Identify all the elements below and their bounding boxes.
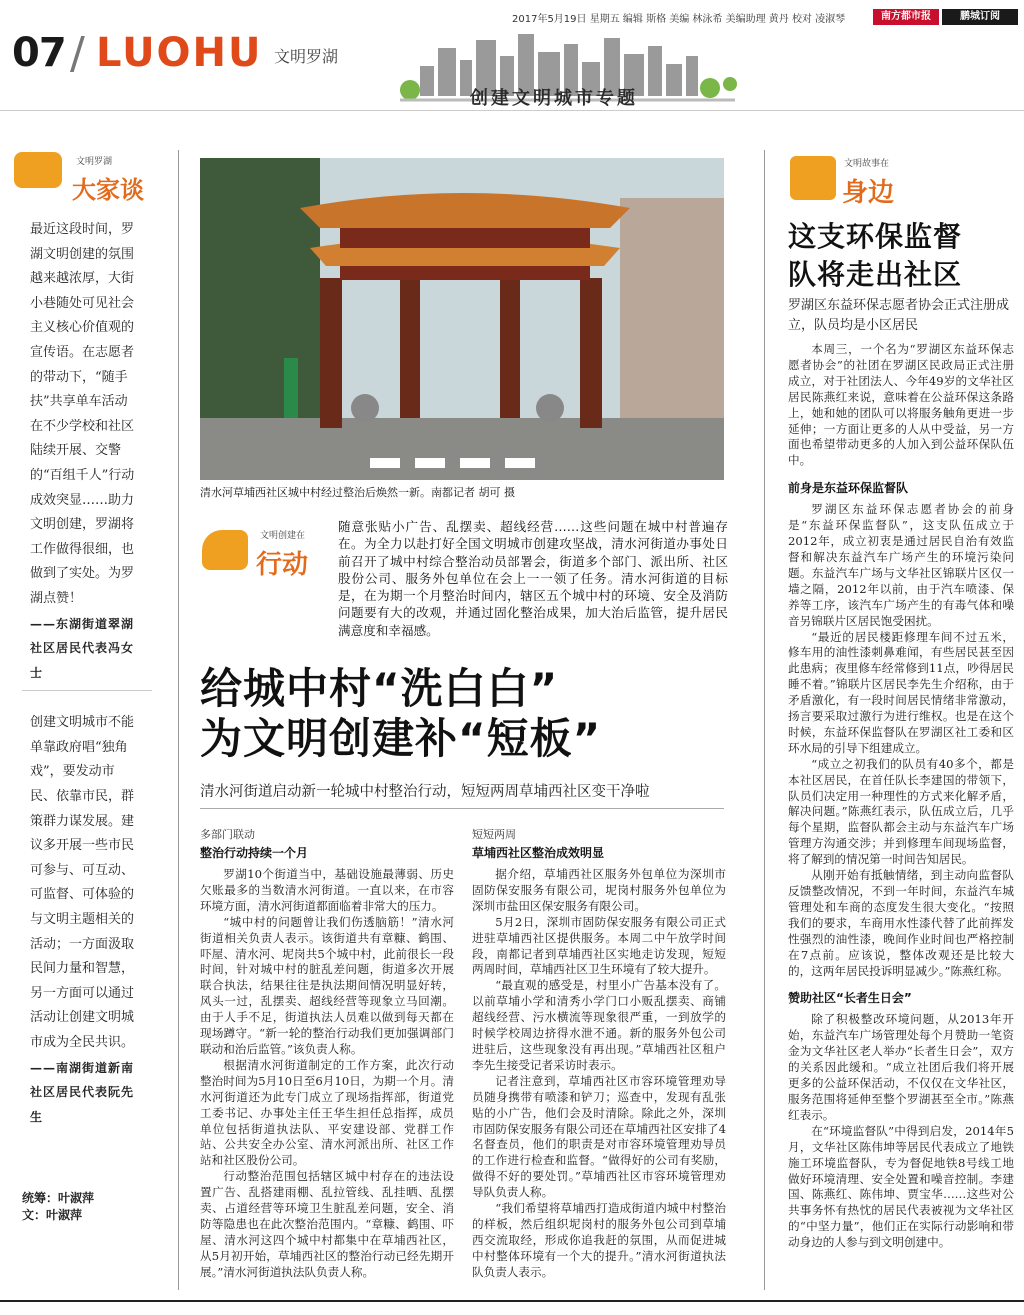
right-paragraph-4: “成立之初我们的队员有40多个，都是本社区居民，在首任队长李建国的带领下，队员们决定用一种理性的方式来化解矛盾，解决问题。”陈燕红表示，队伍成立后，几乎每个星期，监督队都会主动与东益汽车广场管理方沟通交涉；并到修理车间现场监督，将了解到的情况第一时间告知居民。 bbox=[788, 756, 1014, 867]
section-name-cn: 文明罗湖 bbox=[274, 47, 339, 66]
lead-paragraph: 随意张贴小广告、乱摆卖、超线经营……这些问题在城中村普遍存在。为全力以赴打好全国文明城市创建攻坚战，清水河街道办事处日前召开了城中村综合整治动员部署会，街道多个部门、派出所、社区股份公司、服务外包单位在会上一一领了任务。清水河街道的目标是，在为期一个月整治时间内，辖区五个城中村的环境、安全及消防问题要有大的改观，并通过固化整治成果，加大治后监管，提升居民满意度和幸福感。 bbox=[338, 519, 728, 638]
right-paragraph-7: 在“环境监督队”中得到启发，2014年5月，文华社区陈伟坤等居民代表成立了地铁施工环境监督队，专为督促地铁8号线工地做好环境清理、安全处置和噪音控制。李建国、陈燕红、陈伟坤、贾宝华……这些对公共事务怀有热忱的居民代表被视为文华社区的“中坚力量”，他们正在实际行动影响和带动身边的人参与到文明创建中。 bbox=[788, 1123, 1014, 1250]
newspaper-logo: 南方都市报 bbox=[873, 9, 939, 25]
col2-paragraph-2: 5月2日，深圳市固防保安服务有限公司正式进驻草埔西社区提供服务。本周二中午放学时间段，南都记者到草埔西社区实地走访发现，短短两周时间，草埔西社区卫生环境有了较大提升。 bbox=[472, 914, 726, 977]
right-paragraph-3: “最近的居民楼距修理车间不过五米，修车用的油性漆刺鼻难闻，有些居民甚至因此患病；夜里修车经常修到11点，吵得居民睡不着。”锦联片区居民李先生介绍称，由于矛盾激化，有一段时间居民情绪非常激动，扬言要采取过激行为进行维权。也是在这个时候，东益环保监督队在罗湖区社工委和区环水局的引导下组建成立。 bbox=[788, 629, 1014, 755]
left-signature-2: ——南湖街道新南社区居民代表阮先生 bbox=[30, 1060, 135, 1124]
right-tag-big: 身边 bbox=[842, 178, 895, 208]
masthead-divider bbox=[0, 110, 1024, 111]
right-subheadline: 罗湖区东益环保志愿者协会正式注册成立，队员均是小区居民 bbox=[788, 298, 1010, 333]
left-tag-small: 文明罗湖 bbox=[76, 157, 113, 167]
page-bottom-rule bbox=[0, 1300, 1024, 1302]
col2-subtitle: 草埔西社区整治成效明显 bbox=[472, 846, 605, 860]
left-paragraph-2: 创建文明城市不能单靠政府唱“独角戏”，要发动市民、依靠市民，群策群力谋发展。建议多开展一些市民可参与、可互动、可监督、可体验的与文明主题相关的活动；一方面汲取民间力量和智慧，另一方面可以通过活动让创建文明城市成为全民共识。 bbox=[30, 715, 135, 1050]
left-signature-1: ——东湖街道翠湖社区居民代表冯女士 bbox=[30, 616, 135, 680]
col1-kicker: 多部门联动 bbox=[200, 828, 255, 841]
col2-kicker: 短短两周 bbox=[472, 828, 516, 841]
story-icon bbox=[790, 156, 836, 200]
left-column-tag bbox=[14, 148, 164, 204]
column-rule-right bbox=[764, 150, 765, 1290]
body-column-1 bbox=[200, 826, 454, 1281]
right-subhead-1: 前身是东益环保监督队 bbox=[788, 481, 909, 496]
credit-writer: 文：叶淑萍 bbox=[22, 1208, 83, 1222]
col2-paragraph-3: “最直观的感受是，村里小广告基本没有了。以前草埔小学和清秀小学门口小贩乱摆卖、商铺超线经营、污水横流等现象很严重，一到放学的时候学校周边挤得水泄不通。新的服务外包公司进驻后，这些现象没有再出现。”草埔西社区租户李先生接受记者采访时表示。 bbox=[472, 978, 726, 1072]
right-body bbox=[788, 342, 1014, 1251]
right-paragraph-2: 罗湖区东益环保志愿者协会的前身是“东益环保监督队”，这支队伍成立于2012年，成立初衷是通过居民自治有效监督和解决东益汽车广场产生的环境污染问题。东益汽车广场与文华社区锦联片区仅一墙之隔，2012年以前，由于汽车喷漆、保养等工序，该汽车广场产生的有毒气体和噪音另锦联片区居民饱受困扰。 bbox=[788, 502, 1014, 628]
right-paragraph-1: 本周三，一个名为“罗湖区东益环保志愿者协会”的社团在罗湖区民政局正式注册成立，对于社团法人、今年49岁的文华社区居民陈燕红来说，意味着在公益环保这条路上，她和她的团队可以将服务触角更进一步延伸；一方面让更多的人从中受益，另一方面也希望带动更多的人加入到公益环保队伍中。 bbox=[788, 342, 1014, 468]
right-tag-small: 文明故事在 bbox=[844, 159, 890, 169]
col1-paragraph-4: 行动整治范围包括辖区城中村存在的违法设置广告、乱搭建雨棚、乱拉管线、乱挂晒、乱摆卖、占道经营等环境卫生脏乱差问题，安全、消防等隐患也在此次整治范围内。“章糠、鹤围、吓屋、清水河这四个城中村都集中在草埔西社区，从5月初开始，草埔西社区的整治行动已经先期开展。”清水河街道执法队负责人称。 bbox=[200, 1169, 454, 1279]
page-number: 07 bbox=[12, 30, 66, 76]
headline-line-1: 给城中村“洗白白” bbox=[200, 664, 559, 713]
col1-paragraph-2: “城中村的问题曾让我们伤透脑筋！”清水河街道相关负责人表示。该街道共有章糠、鹤围、吓屋、清水河、坭岗共5个城中村，此前很长一段时间，针对城中村的脏乱差问题，街道多次开展联合执法，结果往往是执法期间情况明显好转，风头一过，乱摆卖、超线经营等现象立马回潮。由于人手不足，街道执法人员难以做到每天都在现场蹲守。“新一轮的整治行动我们更加强调部门联动和治后监管。”该负责人称。 bbox=[200, 914, 454, 1056]
col1-paragraph-3: 根据清水河街道制定的工作方案，此次行动整治时间为5月10日至6月10日，为期一个月。清水河街道还为此专门成立了现场指挥部，街道党工委书记、办事处主任王华生担任总指挥，成员单位包括街道执法队、平安建设部、党群工作站、公共安全办公室、清水河派出所、社区工作站和社区股份公司。 bbox=[200, 1057, 454, 1168]
col2-paragraph-1: 据介绍，草埔西社区服务外包单位为深圳市固防保安服务有限公司，坭岗村服务外包单位为深圳市盐田区保安服务有限公司。 bbox=[472, 867, 726, 913]
subscription-logo: 鹏城订阅 bbox=[942, 9, 1018, 25]
credit-coordinator: 统筹：叶淑萍 bbox=[22, 1191, 95, 1205]
flexed-arm-icon bbox=[202, 530, 248, 570]
col1-paragraph-1: 罗湖10个街道当中，基础设施最薄弱、历史欠账最多的当数清水河街道。一直以来，在市容环境方面，清水河街道都面临着非常大的压力。 bbox=[200, 867, 454, 913]
top-info-bar bbox=[0, 6, 1024, 26]
main-headline bbox=[200, 664, 601, 764]
action-tag bbox=[198, 520, 332, 582]
action-tag-small: 文明创建在 bbox=[260, 531, 306, 541]
photo-caption: 清水河草埔西社区城中村经过整治后焕然一新。南都记者 胡可 摄 bbox=[200, 486, 515, 499]
right-column-tag bbox=[786, 150, 936, 210]
col2-paragraph-5: “我们希望将草埔西打造成街道内城中村整治的样板，然后组织坭岗村的服务外包公司到草埔西交流取经，形成你追我赶的氛围，从而促进城中村整体环境有一个大的提升。”清水河街道执法队负责人表示。 bbox=[472, 1201, 726, 1279]
main-subheadline: 清水河街道启动新一轮城中村整治行动，短短两周草埔西社区变干净啦 bbox=[200, 784, 650, 800]
right-headline-line-1: 这支环保监督 bbox=[788, 220, 963, 253]
banner-title: 创建文明城市专题 bbox=[470, 88, 638, 109]
headline-divider bbox=[200, 808, 724, 809]
issue-info: 2017年5月19日 星期五 编辑 斯格 美编 林泳希 美编助理 黄丹 校对 凌淑琴 bbox=[512, 14, 846, 25]
right-paragraph-5: 从刚开始有抵触情绪，到主动向监督队反馈整改情况，不到一年时间，东益汽车城管理处和车商的态度发生很大变化。“按照我们的要求，车商用水性漆代替了此前挥发性强烈的油性漆，晚间作业时间也严格控制在7点前。应该说，整体改观还是比较大的，这两年居民投诉明显减少。”陈燕红称。 bbox=[788, 868, 1014, 978]
right-paragraph-6: 除了积极整改环境问题，从2013年开始，东益汽车广场管理处每个月赞助一笔资金为文华社区老人举办“长者生日会”，双方的关系因此缓和。“成立社团后我们将开展更多的公益环保活动，不仅仅在文华社区，服务范围将延伸至整个罗湖甚至全市。”陈燕红表示。 bbox=[788, 1012, 1014, 1122]
body-column-2 bbox=[472, 826, 726, 1281]
right-headline bbox=[788, 218, 962, 294]
masthead-slash: / bbox=[70, 28, 85, 79]
left-tag-big: 大家谈 bbox=[72, 176, 144, 204]
col2-paragraph-4: 记者注意到，草埔西社区市容环境管理劝导员随身携带有喷漆和铲刀；巡查中，发现有乱张贴的小广告，他们会及时清除。除此之外，深圳市固防保安服务有限公司还在草埔西社区安排了4名督查员，他们的职责是对市容环境管理劝导员的工作进行检查和监督。“做得好的公司有奖励，做得不好的要处罚。”草埔西社区市容环境管理劝导队负责人称。 bbox=[472, 1073, 726, 1200]
left-paragraph-1: 最近这段时间，罗湖文明创建的氛围越来越浓厚，大街小巷随处可见社会主义核心价值观的宣传语。在志愿者的带动下，“随手扶”共享单车活动在不少学校和社区陆续开展、交警的“百组千人”行动成效突显……助力文明创建，罗湖将工作做得很细，也做到了实处。为罗湖点赞！ bbox=[30, 222, 135, 606]
left-column bbox=[30, 218, 140, 1129]
left-divider bbox=[22, 690, 152, 691]
column-rule-left bbox=[178, 150, 179, 1290]
left-credits bbox=[22, 1190, 94, 1224]
speech-bubble-icon bbox=[14, 152, 62, 188]
col1-subtitle: 整治行动持续一个月 bbox=[200, 846, 309, 860]
section-name: LUOHU bbox=[96, 30, 263, 76]
right-subhead-2: 赞助社区“长者生日会” bbox=[788, 991, 912, 1006]
headline-line-2: 为文明创建补“短板” bbox=[200, 714, 602, 763]
action-tag-big: 行动 bbox=[256, 550, 309, 580]
right-headline-line-2: 队将走出社区 bbox=[788, 258, 963, 291]
village-gate-photo bbox=[200, 158, 724, 480]
